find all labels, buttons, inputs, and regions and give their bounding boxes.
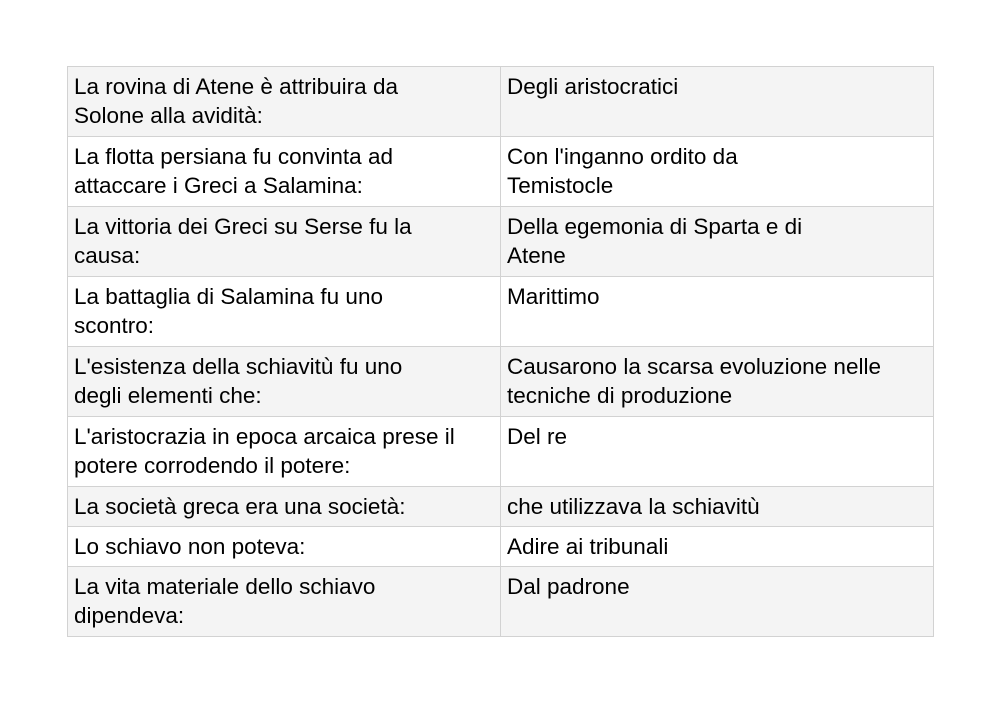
table-row — [68, 567, 934, 637]
table-row — [68, 137, 934, 207]
qa-table — [67, 66, 934, 637]
table-row — [68, 207, 934, 277]
answer-cell: Adire ai tribunali — [501, 527, 934, 567]
question-cell: La società greca era una società: — [68, 487, 501, 527]
answer-cell: Dal padrone — [501, 567, 934, 637]
answer-cell: Causarono la scarsa evoluzione nelle tecniche di produzione — [501, 347, 934, 417]
question-cell: Lo schiavo non poteva: — [68, 527, 501, 567]
question-cell: L'esistenza della schiavitù fu uno degli elementi che: — [68, 347, 501, 417]
question-cell: La rovina di Atene è attribuira da Solone alla avidità: — [68, 67, 501, 137]
table-row — [68, 277, 934, 347]
question-cell: La flotta persiana fu convinta ad attaccare i Greci a Salamina: — [68, 137, 501, 207]
table-row — [68, 417, 934, 487]
table-row — [68, 67, 934, 137]
answer-cell: Della egemonia di Sparta e di Atene — [501, 207, 934, 277]
answer-cell: Degli aristocratici — [501, 67, 934, 137]
answer-cell: che utilizzava la schiavitù — [501, 487, 934, 527]
question-cell: La vittoria dei Greci su Serse fu la causa: — [68, 207, 501, 277]
qa-table-body — [68, 67, 934, 637]
answer-cell: Marittimo — [501, 277, 934, 347]
table-row — [68, 487, 934, 527]
question-cell: La vita materiale dello schiavo dipendeva: — [68, 567, 501, 637]
table-row — [68, 347, 934, 417]
table-row — [68, 527, 934, 567]
answer-cell: Del re — [501, 417, 934, 487]
question-cell: La battaglia di Salamina fu uno scontro: — [68, 277, 501, 347]
answer-cell: Con l'inganno ordito da Temistocle — [501, 137, 934, 207]
question-cell: L'aristocrazia in epoca arcaica prese il potere corrodendo il potere: — [68, 417, 501, 487]
